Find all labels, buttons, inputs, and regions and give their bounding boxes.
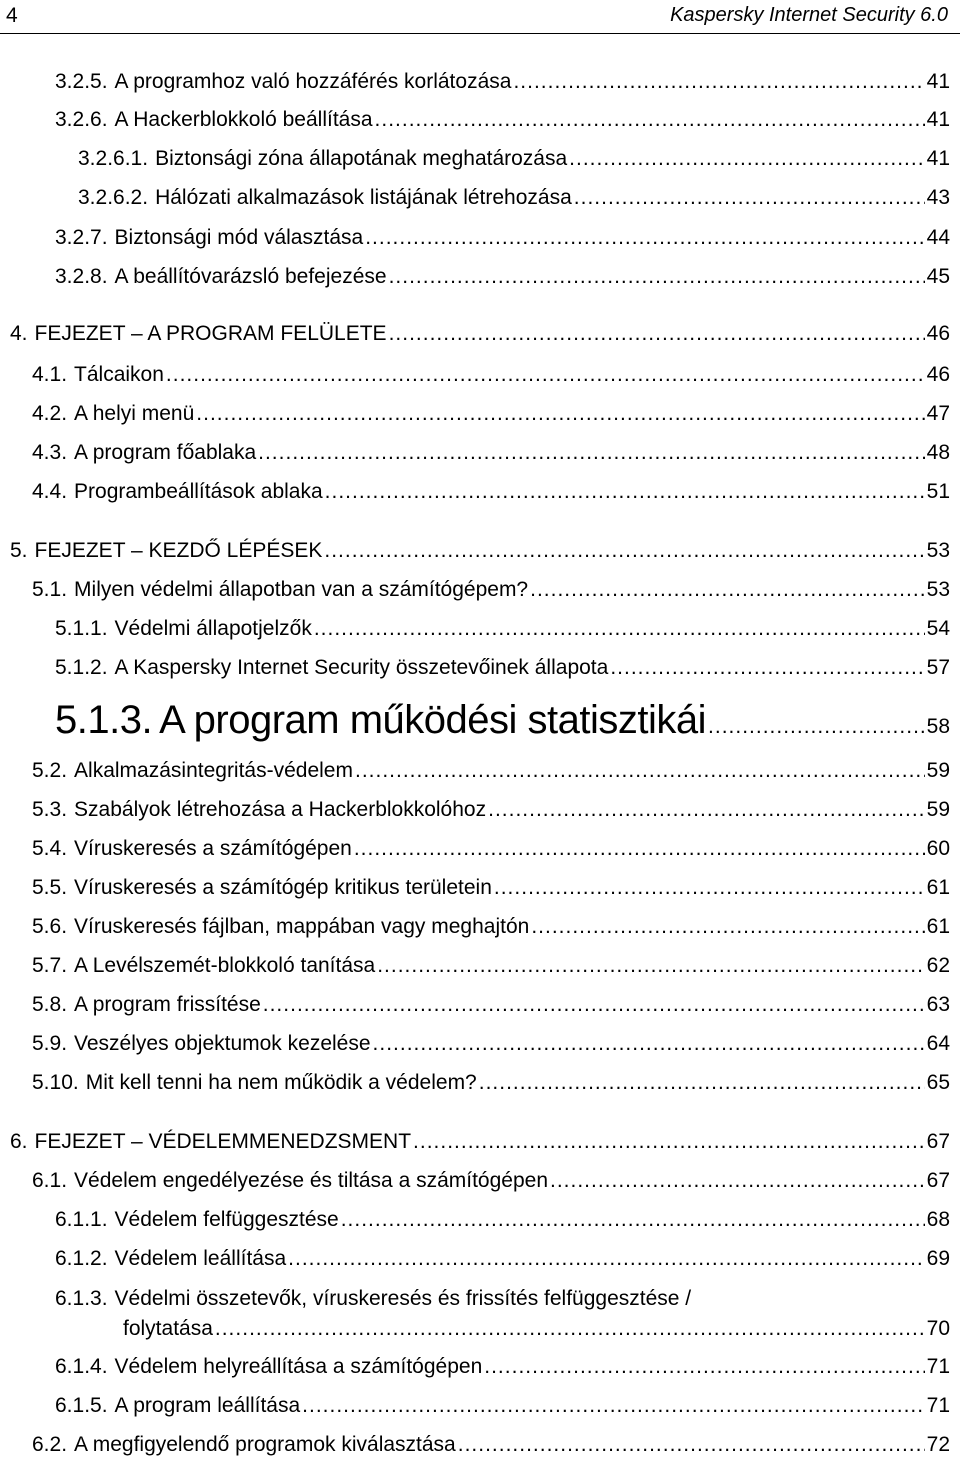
toc-leader [389,264,925,290]
toc-page: 63 [926,993,950,1016]
toc-page: 64 [926,1032,950,1055]
toc-page: 41 [926,70,950,93]
toc-page: 58 [926,715,950,738]
toc-leader [263,992,925,1018]
toc-entry[interactable] [32,914,950,940]
toc-title: Veszélyes objektumok kezelése [74,1032,371,1055]
toc-leader [324,538,924,564]
toc-entry[interactable] [78,185,950,211]
toc-title: A beállítóvarázsló befejezése [114,265,387,288]
toc-title: Védelem engedélyezése és tiltása a számítógépen [74,1169,548,1192]
toc-entry[interactable] [55,264,950,290]
toc-title-continued: folytatása [123,1317,213,1340]
toc-entry[interactable] [55,69,950,95]
toc-title: A program működési statisztikái [159,698,707,742]
toc-entry[interactable] [55,225,950,251]
toc-leader [314,616,925,642]
toc-leader [550,1168,925,1194]
toc-entry[interactable] [55,1393,950,1419]
toc-entry[interactable] [32,577,950,603]
toc-page: 46 [926,322,950,345]
toc-number: 4.2. [32,402,68,425]
toc-page: 47 [926,402,950,425]
toc-page: 53 [926,539,950,562]
toc-entry[interactable] [32,1031,950,1057]
toc-title: Szabályok létrehozása a Hackerblokkolóhoz [74,798,487,821]
toc-leader [258,440,925,466]
toc-number: 5.3. [32,798,68,821]
toc-page: 61 [926,876,950,899]
toc-number: 6.2. [32,1433,68,1456]
toc-chapter[interactable] [10,321,950,347]
toc-number: 5.1.2. [55,656,108,679]
toc-title: A Kaspersky Internet Security összetevőinek állapota [114,656,609,679]
toc-page: 71 [926,1355,950,1378]
toc-page: 41 [926,108,950,131]
toc-page: 68 [926,1208,950,1231]
toc-number: 3.2.6.1. [78,147,149,170]
toc-title: Alkalmazásintegritás-védelem [74,759,353,782]
toc-entry[interactable] [32,401,950,427]
toc-entry[interactable] [55,1354,950,1380]
toc-page: 71 [926,1394,950,1417]
toc-number: 3.2.7. [55,226,108,249]
toc-entry[interactable] [32,953,950,979]
toc-leader [479,1070,925,1096]
toc-title: Hálózati alkalmazások listájának létrehozása [155,186,572,209]
toc-number: 4. [10,322,28,345]
toc-page: 69 [926,1247,950,1270]
toc-number: 3.2.6. [55,108,108,131]
toc-entry[interactable] [55,1207,950,1233]
toc-leader [325,479,925,505]
toc-page: 54 [926,617,950,640]
toc-entry[interactable] [55,655,950,681]
toc-leader [288,1246,924,1272]
toc-number: 5.8. [32,993,68,1016]
toc-leader [530,577,925,603]
toc-entry[interactable] [32,1070,950,1096]
toc-number: 4.3. [32,441,68,464]
toc-title: Biztonsági mód választása [114,226,364,249]
toc-number: 5. [10,539,28,562]
page-number: 4 [6,4,18,27]
toc-number: 5.9. [32,1032,68,1055]
toc-leader [569,146,924,172]
toc-page: 67 [926,1169,950,1192]
toc-entry[interactable] [32,875,950,901]
toc-number: 5.6. [32,915,68,938]
toc-page: 45 [926,265,950,288]
toc-number: 5.1.1. [55,617,108,640]
toc-leader [708,705,925,749]
toc-page: 48 [926,441,950,464]
toc-number: 3.2.5. [55,70,108,93]
toc-title: A Levélszemét-blokkoló tanítása [74,954,376,977]
toc-page: 59 [926,759,950,782]
toc-number: 5.7. [32,954,68,977]
toc-title: Víruskeresés a számítógépen [74,837,352,860]
toc-title: Biztonsági zóna állapotának meghatározása [155,147,568,170]
toc-number: 4.4. [32,480,68,503]
toc-leader [196,401,924,427]
toc-number: 5.4. [32,837,68,860]
toc-title: Védelem felfüggesztése [114,1208,339,1231]
toc-entry[interactable] [55,1284,950,1344]
header-rule [0,33,960,34]
toc-title: FEJEZET – VÉDELEMMENEDZSMENT [34,1130,412,1153]
toc-page: 67 [926,1130,950,1153]
toc-page: 62 [926,954,950,977]
toc-page: 51 [926,480,950,503]
toc-leader [484,1354,924,1380]
toc-leader [494,875,925,901]
toc-page: 57 [926,656,950,679]
toc-leader [365,225,924,251]
toc-chapter[interactable] [10,1129,950,1155]
toc-number: 6.1.4. [55,1355,108,1378]
toc-entry[interactable] [55,698,950,749]
toc-title: A program leállítása [114,1394,301,1417]
toc-entry[interactable] [32,797,950,823]
toc-number: 6.1.5. [55,1394,108,1417]
toc-number: 5.2. [32,759,68,782]
toc-leader [341,1207,925,1233]
toc-page: 60 [926,837,950,860]
toc-page: 61 [926,915,950,938]
toc-entry[interactable] [32,440,950,466]
toc-page: 72 [926,1433,950,1456]
toc-leader [458,1432,925,1458]
running-header [0,0,960,34]
toc-leader [488,797,925,823]
toc-title: FEJEZET – A PROGRAM FELÜLETE [34,322,387,345]
toc-leader [610,655,924,681]
toc-title: Védelem helyreállítása a számítógépen [114,1355,483,1378]
toc-leader [302,1393,924,1419]
toc-leader [574,185,925,211]
toc-title: Programbeállítások ablaka [74,480,323,503]
toc-entry[interactable] [32,992,950,1018]
toc-number: 3.2.8. [55,265,108,288]
toc-title: Mit kell tenni ha nem működik a védelem? [85,1071,477,1094]
toc-page: 53 [926,578,950,601]
toc-number: 5.5. [32,876,68,899]
toc-entry[interactable] [32,1168,950,1194]
running-title: Kaspersky Internet Security 6.0 [670,4,948,26]
toc-leader [355,758,925,784]
toc-page: 65 [926,1071,950,1094]
toc-page: 41 [926,147,950,170]
toc-number: 5.1.3. [55,698,153,742]
toc-number: 3.2.6.2. [78,186,149,209]
toc-entry[interactable] [32,1432,950,1458]
toc-entry[interactable] [32,479,950,505]
toc-title: A helyi menü [74,402,195,425]
toc-title: FEJEZET – KEZDŐ LÉPÉSEK [34,539,323,562]
toc-leader [389,321,925,347]
toc-leader [413,1129,925,1155]
toc-leader [215,1314,925,1344]
toc-title: A program főablaka [74,441,257,464]
toc-number: 6.1.1. [55,1208,108,1231]
toc-title: A program frissítése [74,993,261,1016]
toc-title: A Hackerblokkoló beállítása [114,108,373,131]
toc-leader [531,914,924,940]
toc-title: A megfigyelendő programok kiválasztása [74,1433,456,1456]
toc-leader [377,953,924,979]
toc-title: Víruskeresés a számítógép kritikus területein [74,876,492,899]
toc-leader [375,107,925,133]
toc-number: 5.1. [32,578,68,601]
toc-number: 5.10. [32,1071,79,1094]
toc-entry[interactable] [32,362,950,388]
toc-page: 44 [926,226,950,249]
toc-entry[interactable] [55,107,950,133]
toc-title: Milyen védelmi állapotban van a számítógépem? [74,578,529,601]
toc-leader [373,1031,925,1057]
toc-leader [513,69,924,95]
toc-page: 59 [926,798,950,821]
toc-number: 4.1. [32,363,68,386]
toc-page: 70 [926,1317,950,1340]
toc-number: 6.1.2. [55,1247,108,1270]
toc-title: Védelem leállítása [114,1247,287,1270]
toc-title: Tálcaikon [74,363,164,386]
toc-title: A programhoz való hozzáférés korlátozása [114,70,512,93]
toc-title: Víruskeresés fájlban, mappában vagy meghajtón [74,915,530,938]
toc-chapter[interactable] [10,538,950,564]
toc-title: Védelmi összetevők, víruskeresés és frissítés felfüggesztése / [114,1287,692,1310]
toc-entry[interactable] [32,836,950,862]
toc-leader [354,836,925,862]
toc-number: 6. [10,1130,28,1153]
toc-entry[interactable] [32,758,950,784]
toc-entry[interactable] [78,146,950,172]
toc-page: 43 [926,186,950,209]
toc-number: 6.1.3. [55,1287,108,1310]
toc-page: 46 [926,363,950,386]
toc-leader [166,362,925,388]
toc-entry[interactable] [55,616,950,642]
toc-entry[interactable] [55,1246,950,1272]
toc-number: 6.1. [32,1169,68,1192]
toc-title: Védelmi állapotjelzők [114,617,312,640]
